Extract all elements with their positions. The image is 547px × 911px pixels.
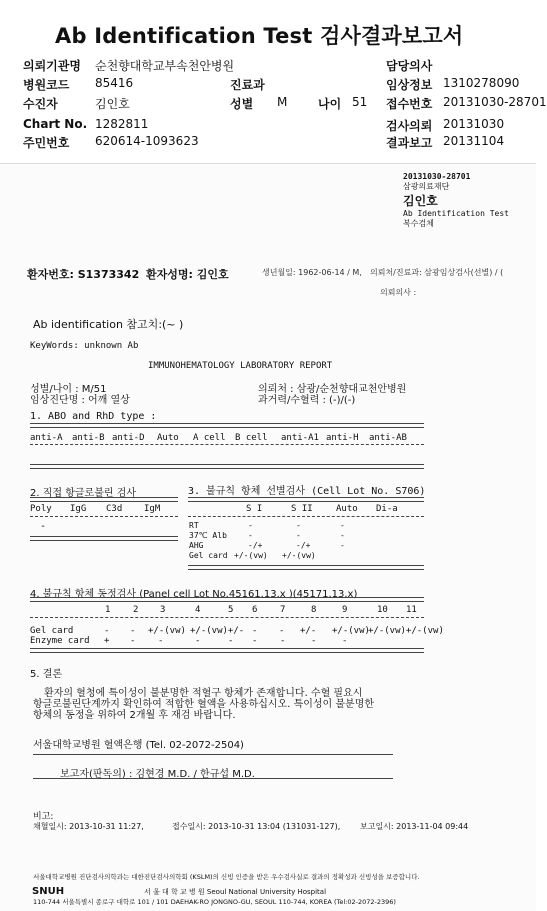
enzyme-result: - <box>228 636 234 646</box>
dat-column-header: IgM <box>144 504 161 514</box>
divider <box>30 536 178 541</box>
panel-cell-number: 5 <box>228 605 234 615</box>
abo-column-header: B cell <box>235 433 268 443</box>
scanned-report <box>0 163 536 911</box>
divider <box>30 648 424 653</box>
section-conclusion: 5. 결론 <box>30 669 63 680</box>
header-value: 20131030-28701 <box>443 95 547 109</box>
panel-cell-number: 11 <box>406 605 417 615</box>
lab-report-title: IMMUNOHEMATOLOGY LABORATORY REPORT <box>148 361 333 371</box>
divider <box>188 497 424 502</box>
screening-row-label: 37℃ Alb <box>189 531 227 540</box>
abo-column-header: anti-B <box>72 433 105 443</box>
header-label: 담당의사 <box>386 59 433 73</box>
stamp-note: 복수검체 <box>403 219 434 228</box>
header-label: 주민번호 <box>23 136 70 150</box>
panel-cell-number: 1 <box>105 605 111 615</box>
patient-number: 환자번호: S1373342 <box>27 268 140 281</box>
divider <box>30 423 424 428</box>
request-doctor: 의뢰의사 : <box>380 288 417 297</box>
screening-cell: - <box>340 541 345 550</box>
header-label: 병원코드 <box>23 78 70 92</box>
header-label: 검사의뢰 <box>386 119 433 133</box>
ab-reference: Ab identification 참고치:(~ ) <box>33 318 184 331</box>
abo-column-header: A cell <box>193 433 226 443</box>
enzyme-result: - <box>130 636 136 646</box>
abo-column-header: anti-D <box>112 433 145 443</box>
panel-cell-number: 9 <box>342 605 348 615</box>
header-value: 1282811 <box>95 117 149 131</box>
enzyme-result: + <box>104 636 110 646</box>
screening-cell: +/-(vw) <box>282 551 316 560</box>
header-label: 진료과 <box>230 78 265 92</box>
abo-column-header: anti-AB <box>369 433 407 443</box>
screening-cell: -/+ <box>296 541 311 550</box>
enzyme-result: - <box>311 636 317 646</box>
header-label: 의뢰기관명 <box>23 59 81 73</box>
enzyme-result: - <box>195 636 201 646</box>
dat-result: - <box>40 521 47 532</box>
stamp-test: Ab Identification Test <box>403 209 509 218</box>
divider <box>33 778 393 779</box>
conclusion-line: 환자의 혈청에 특이성이 불분명한 적혈구 항체가 존재합니다. 수혈 필요시 <box>44 688 363 699</box>
header-value: 85416 <box>95 76 134 90</box>
panel-cell-number: 8 <box>311 605 317 615</box>
collection-time: 채혈일시: 2013-10-31 11:27, <box>33 822 144 831</box>
header-value: 김인호 <box>95 97 130 111</box>
stamp-patient: 김인호 <box>403 194 438 208</box>
enzyme-result: - <box>158 636 164 646</box>
divider <box>188 565 424 570</box>
reporter: 보고자(판독의) : 김현경 M.D. / 한규섭 M.D. <box>60 769 255 780</box>
gel-result: +/- <box>300 626 317 636</box>
divider <box>30 497 178 502</box>
enzyme-label: Enzyme card <box>30 636 90 646</box>
divider <box>33 754 393 755</box>
gel-result: - <box>104 626 110 636</box>
section-screening: 3. 불규칙 항체 선별검사 (Cell Lot No. S706) <box>188 486 426 497</box>
header-label: 접수번호 <box>386 97 433 111</box>
screening-column-header: S II <box>291 504 313 514</box>
abo-column-header: anti-A <box>30 433 63 443</box>
divider <box>30 444 424 445</box>
screening-cell: - <box>248 521 253 530</box>
conclusion-line: 항글로불린단계까지 확인하여 적합한 혈액을 사용하십시오. 특이성이 불분명한 <box>33 699 375 710</box>
divider <box>30 617 424 618</box>
screening-cell: - <box>340 521 345 530</box>
panel-cell-number: 6 <box>252 605 258 615</box>
section-abo: 1. ABO and RhD type : <box>30 411 157 422</box>
section-panel: 4. 불규칙 항체 동정검사 (Panel cell Lot No.45161.13.x )(45171.13.x) <box>30 589 358 600</box>
dat-column-header: Poly <box>30 504 52 514</box>
divider <box>188 516 424 517</box>
header-value: 1310278090 <box>443 76 520 90</box>
screening-row-label: Gel card <box>189 551 228 560</box>
header-value: M <box>277 95 288 109</box>
header-label: Chart No. <box>23 117 88 131</box>
sex-age: 성별/나이 : M/51 <box>30 384 107 395</box>
screening-cell: +/-(vw) <box>234 551 268 560</box>
enzyme-result: - <box>280 636 286 646</box>
gel-label: Gel card <box>30 626 74 636</box>
screening-cell: -/+ <box>248 541 263 550</box>
gel-result: +/-(vw)+/-(vw) <box>368 626 444 636</box>
request-dept: 의뢰처/진료과: 삼광임상검사(선별) / ( <box>370 268 504 277</box>
stamp-accession: 20131030-28701 <box>403 172 471 181</box>
dat-column-header: IgG <box>70 504 87 514</box>
dat-column-header: C3d <box>106 504 123 514</box>
history: 과거력/수혈력 : (-)/(-) <box>258 395 356 406</box>
header-value: 순천향대학교부속천안병원 <box>95 59 235 73</box>
header-value: 620614-1093623 <box>95 134 199 148</box>
header-value: 20131030 <box>443 117 505 131</box>
abo-column-header: anti-A1 <box>281 433 319 443</box>
conclusion-line: 항체의 동정을 위하여 2개월 후 재검 바랍니다. <box>33 710 236 721</box>
screening-row-label: AHG <box>189 541 204 550</box>
panel-cell-number: 4 <box>195 605 201 615</box>
birth-date: 생년월일: 1962-06-14 / M, <box>262 268 362 277</box>
header-label: 수진자 <box>23 97 58 111</box>
abo-column-header: Auto <box>157 433 179 443</box>
screening-cell: - <box>296 521 301 530</box>
snuh-logo: SNUH <box>32 886 65 897</box>
remarks: 비고: <box>33 812 54 822</box>
screening-column-header: S I <box>246 504 263 514</box>
diagnosis: 임상진단명 : 어깨 열상 <box>30 395 130 406</box>
section-dat: 2. 직접 항글로불린 검사 <box>30 488 137 499</box>
panel-cell-number: 7 <box>280 605 286 615</box>
gel-result: +/-(vw) <box>148 626 186 636</box>
gel-result: - <box>130 626 136 636</box>
header-label: 결과보고 <box>386 136 433 150</box>
footer-certification: 서울대학교병원 진단검사의학과는 대한진단검사의학회 (KSLM)의 신빙 인증을 받은 우수검사실로 결과의 정확성과 신빙성을 보증합니다. <box>33 873 420 881</box>
receipt-time: 접수일시: 2013-10-31 13:04 (131031-127), <box>172 822 341 831</box>
report-time: 보고일시: 2013-11-04 09:44 <box>360 822 469 831</box>
screening-column-header: Di-a <box>376 504 398 514</box>
specimen-stamp <box>403 172 533 229</box>
panel-cell-number: 10 <box>377 605 388 615</box>
panel-cell-number: 2 <box>133 605 139 615</box>
screening-cell: - <box>248 531 253 540</box>
footer-hospital: 서 울 대 학 교 병 원 Seoul National University Hospital <box>144 888 327 896</box>
header-label: 성별 <box>230 97 254 111</box>
blood-bank: 서울대학교병원 혈액은행 (Tel. 02-2072-2504) <box>33 740 244 751</box>
screening-cell: - <box>340 531 345 540</box>
gel-result: +/-(vw)+/- <box>190 626 245 636</box>
header-value: 20131104 <box>443 134 505 148</box>
stamp-lab: 삼광의료재단 <box>403 182 450 191</box>
screening-cell: - <box>296 531 301 540</box>
screening-column-header: Auto <box>336 504 358 514</box>
gel-result: +/-(vw) <box>332 626 370 636</box>
enzyme-result: - <box>252 636 258 646</box>
footer-address: 110-744 서울특별시 종로구 대학로 101 / 101 DAEHAK-RO JONGNO-GU, SEOUL 110-744, KOREA (Tel:02-2072-2396) <box>33 898 396 906</box>
abo-column-header: anti-H <box>326 433 359 443</box>
client: 의뢰처 : 삼광/순천향대교천안병원 <box>258 384 407 395</box>
enzyme-result: - <box>342 636 348 646</box>
divider <box>30 464 424 469</box>
page-title: Ab Identification Test 검사결과보고서 <box>55 24 464 48</box>
header-value: 51 <box>352 95 368 109</box>
screening-row-label: RT <box>189 521 199 530</box>
patient-name: 환자성명: 김인호 <box>146 268 229 281</box>
divider <box>30 516 178 517</box>
header-label: 임상정보 <box>386 78 433 92</box>
gel-result: - <box>252 626 258 636</box>
panel-cell-number: 3 <box>160 605 166 615</box>
keywords: KeyWords: unknown Ab <box>30 341 139 351</box>
gel-result: - <box>279 626 285 636</box>
header-label: 나이 <box>318 97 342 111</box>
divider <box>30 597 424 602</box>
